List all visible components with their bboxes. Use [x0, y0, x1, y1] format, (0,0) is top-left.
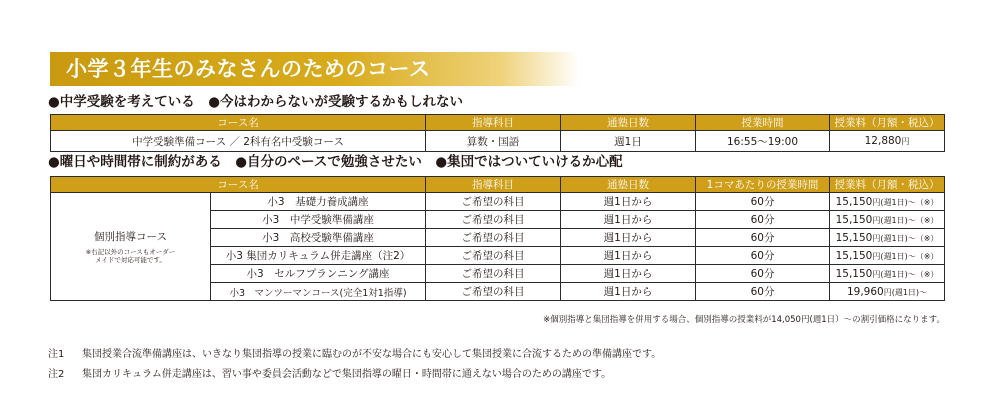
exam-course-table	[50, 114, 945, 152]
class-time: 60分	[696, 247, 830, 265]
table-row	[51, 131, 945, 152]
header-fee: 授業料（月額・税込）	[830, 177, 945, 193]
header-course: コース名	[51, 115, 426, 131]
header-time-per-class: 1コマあたりの授業時間	[696, 177, 830, 193]
fee	[830, 193, 945, 211]
course-group-note: ※右記以外のコースもオーダー メイドで対応可能です。	[85, 248, 176, 264]
days: 週1日から	[561, 247, 696, 265]
class-time: 60分	[696, 193, 830, 211]
fee-amount: 15,150	[835, 213, 873, 226]
header-days: 通塾日数	[561, 115, 696, 131]
note-text: 集団カリキュラム併走講座は、習い事や委員会活動などで集団指導の曜日・時間帯に通えない場合のための講座です。	[82, 369, 612, 380]
note-label: 注2	[48, 369, 65, 380]
days: 週1日	[561, 131, 696, 152]
days: 週1日から	[561, 193, 696, 211]
note-1	[48, 345, 661, 360]
course-name: 小3 基礎力養成講座	[211, 193, 426, 211]
class-time: 60分	[696, 283, 830, 301]
course-name: 小3 集団カリキュラム併走講座（注2）	[211, 247, 426, 265]
subject: ご希望の科目	[426, 283, 561, 301]
individual-course-table	[50, 176, 945, 301]
header-subject: 指導科目	[426, 115, 561, 131]
fee	[830, 283, 945, 301]
subject: ご希望の科目	[426, 247, 561, 265]
course-name: 小3 マンツーマンコース(完全1対1指導)	[211, 283, 426, 301]
course-group-name: 個別指導コース	[94, 231, 167, 243]
section1-heading: ●中学受験を考えている ●今はわからないが受験するかもしれない	[48, 94, 464, 110]
course-group	[51, 193, 211, 301]
subject: ご希望の科目	[426, 211, 561, 229]
fee	[830, 265, 945, 283]
fee	[830, 131, 945, 152]
header-days: 通塾日数	[561, 177, 696, 193]
subject: 算数・国語	[426, 131, 561, 152]
fee	[830, 211, 945, 229]
fee-amount: 15,150	[835, 195, 873, 208]
fee-detail: 円(週1日)〜（※）	[872, 269, 939, 279]
note-label: 注1	[48, 349, 65, 360]
note-2	[48, 365, 611, 380]
fee-amount: 12,880	[864, 135, 902, 147]
fee-detail: 円(週1日)〜（※）	[872, 215, 939, 225]
fee-detail: 円(週1日)〜（※）	[872, 233, 939, 243]
subject: ご希望の科目	[426, 229, 561, 247]
note-text: 集団授業合流準備講座は、いきなり集団指導の授業に臨むのが不安な場合にも安心して集団授業に合流するための準備講座です。	[82, 349, 662, 360]
fee-amount: 19,960	[846, 285, 884, 298]
subject: ご希望の科目	[426, 265, 561, 283]
course-name: 中学受験準備コース ／ 2科有名中受験コース	[51, 131, 426, 152]
class-time: 60分	[696, 265, 830, 283]
days: 週1日から	[561, 229, 696, 247]
course-name: 小3 高校受験準備講座	[211, 229, 426, 247]
fee	[830, 229, 945, 247]
days: 週1日から	[561, 283, 696, 301]
fee	[830, 247, 945, 265]
table-row	[51, 193, 945, 211]
header-time: 授業時間	[696, 115, 830, 131]
days: 週1日から	[561, 265, 696, 283]
fee-detail: 円(週1日)〜（※）	[872, 197, 939, 207]
fee-amount: 15,150	[835, 231, 873, 244]
table-footnote: ※個別指導と集団指導を併用する場合、個別指導の授業料が14,050円(週1日）〜の割引価格になります。	[543, 315, 945, 325]
fee-amount: 15,150	[835, 249, 873, 262]
fee-unit: 円	[901, 137, 910, 146]
fee-detail: 円(週1日)〜	[883, 287, 928, 297]
section2-heading: ●曜日や時間帯に制約がある ●自分のペースで勉強させたい ●集団ではついていけるか心配	[48, 154, 623, 170]
class-time: 60分	[696, 229, 830, 247]
course-name: 小3 中学受験準備講座	[211, 211, 426, 229]
fee-amount: 15,150	[835, 267, 873, 280]
header-subject: 指導科目	[426, 177, 561, 193]
course-name: 小3 セルフプランニング講座	[211, 265, 426, 283]
subject: ご希望の科目	[426, 193, 561, 211]
header-course: コース名	[51, 177, 426, 193]
fee-detail: 円(週1日)〜（※）	[872, 251, 939, 261]
page-title: 小学３年生のみなさんのためのコース	[66, 57, 431, 81]
class-time: 16:55〜19:00	[696, 131, 830, 152]
days: 週1日から	[561, 211, 696, 229]
header-fee: 授業料（月額・税込）	[830, 115, 945, 131]
class-time: 60分	[696, 211, 830, 229]
